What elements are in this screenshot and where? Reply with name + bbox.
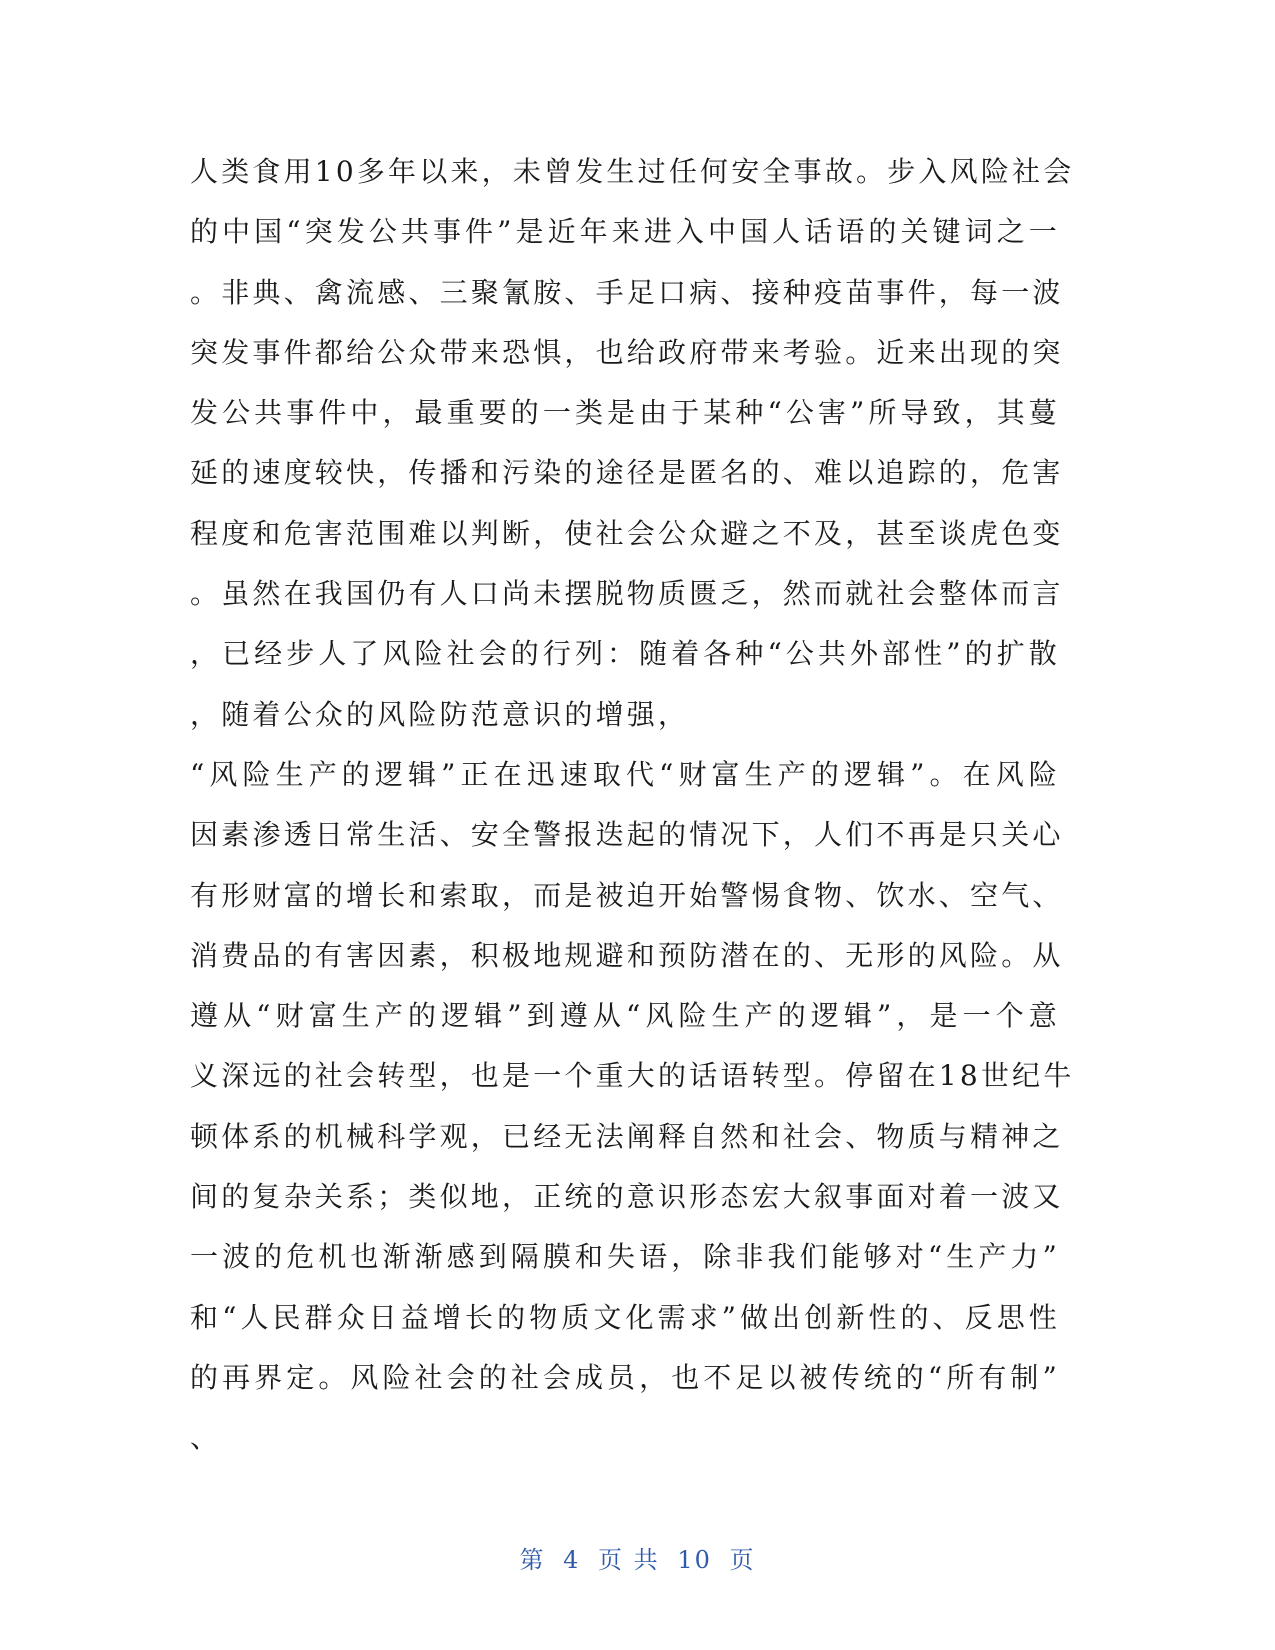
text-line: 程度和危害范围难以判断，使社会公众避之不及，甚至谈虎色变 [190, 516, 1064, 550]
text-line: 间的复杂关系；类似地，正统的意识形态宏大叙事面对着一波又 [190, 1180, 1064, 1214]
page-footer [0, 1540, 1275, 1575]
text-line: 顿体系的机械科学观，已经无法阐释自然和社会、物质与精神之 [190, 1119, 1064, 1153]
text-line: 一波的危机也渐渐感到隔膜和失语，除非我们能够对“生产力” [190, 1240, 1060, 1274]
text-line: 。虽然在我国仍有人口尚未摆脱物质匮乏，然而就社会整体而言 [190, 577, 1064, 611]
total-pages: 10 [677, 1546, 712, 1574]
text-line: 有形财富的增长和索取，而是被迫开始警惕食物、饮水、空气、 [190, 878, 1064, 912]
document-body [190, 142, 1075, 1469]
paragraph-2 [190, 745, 1075, 1469]
footer-suffix: 页 [729, 1546, 756, 1574]
text-line: 义深远的社会转型，也是一个重大的话语转型。停留在18世纪牛 [190, 1059, 1075, 1093]
text-line: ，已经步人了风险社会的行列：随着各种“公共外部性”的扩散 [190, 637, 1060, 671]
text-line: ，随着公众的风险防范意识的增强， [190, 697, 690, 731]
text-line: 突发事件都给公众带来恐惧，也给政府带来考验。近来出现的突 [190, 335, 1064, 369]
text-line: 。非典、禽流感、三聚氰胺、手足口病、接种疫苗事件，每一波 [190, 275, 1064, 309]
text-line: 消费品的有害因素，积极地规避和预防潜在的、无形的风险。从 [190, 938, 1064, 972]
current-page-number: 4 [563, 1546, 581, 1574]
paragraph-1 [190, 142, 1075, 745]
text-line: 因素渗透日常生活、安全警报迭起的情况下，人们不再是只关心 [190, 818, 1064, 852]
text-line: 、 [190, 1421, 222, 1455]
footer-prefix: 第 [519, 1546, 546, 1574]
text-line: 的中国“突发公共事件”是近年来进入中国人话语的关键词之一 [190, 215, 1060, 249]
text-line: 遵从“财富生产的逻辑”到遵从“风险生产的逻辑”，是一个意 [190, 999, 1060, 1033]
text-line: 人类食用10多年以来，未曾发生过任何安全事故。步入风险社会 [190, 155, 1075, 188]
text-line: 和“人民群众日益增长的物质文化需求”做出创新性的、反思性 [190, 1300, 1060, 1334]
text-line: 延的速度较快，传播和污染的途径是匿名的、难以追踪的，危害 [190, 456, 1064, 490]
text-line: 的再界定。风险社会的社会成员，也不足以被传统的“所有制” [190, 1360, 1060, 1394]
text-line: “风险生产的逻辑”正在迅速取代“财富生产的逻辑”。在风险 [190, 757, 1060, 791]
footer-middle: 页 共 [598, 1546, 660, 1574]
text-line: 发公共事件中，最重要的一类是由于某种“公害”所导致，其蔓 [190, 396, 1060, 430]
